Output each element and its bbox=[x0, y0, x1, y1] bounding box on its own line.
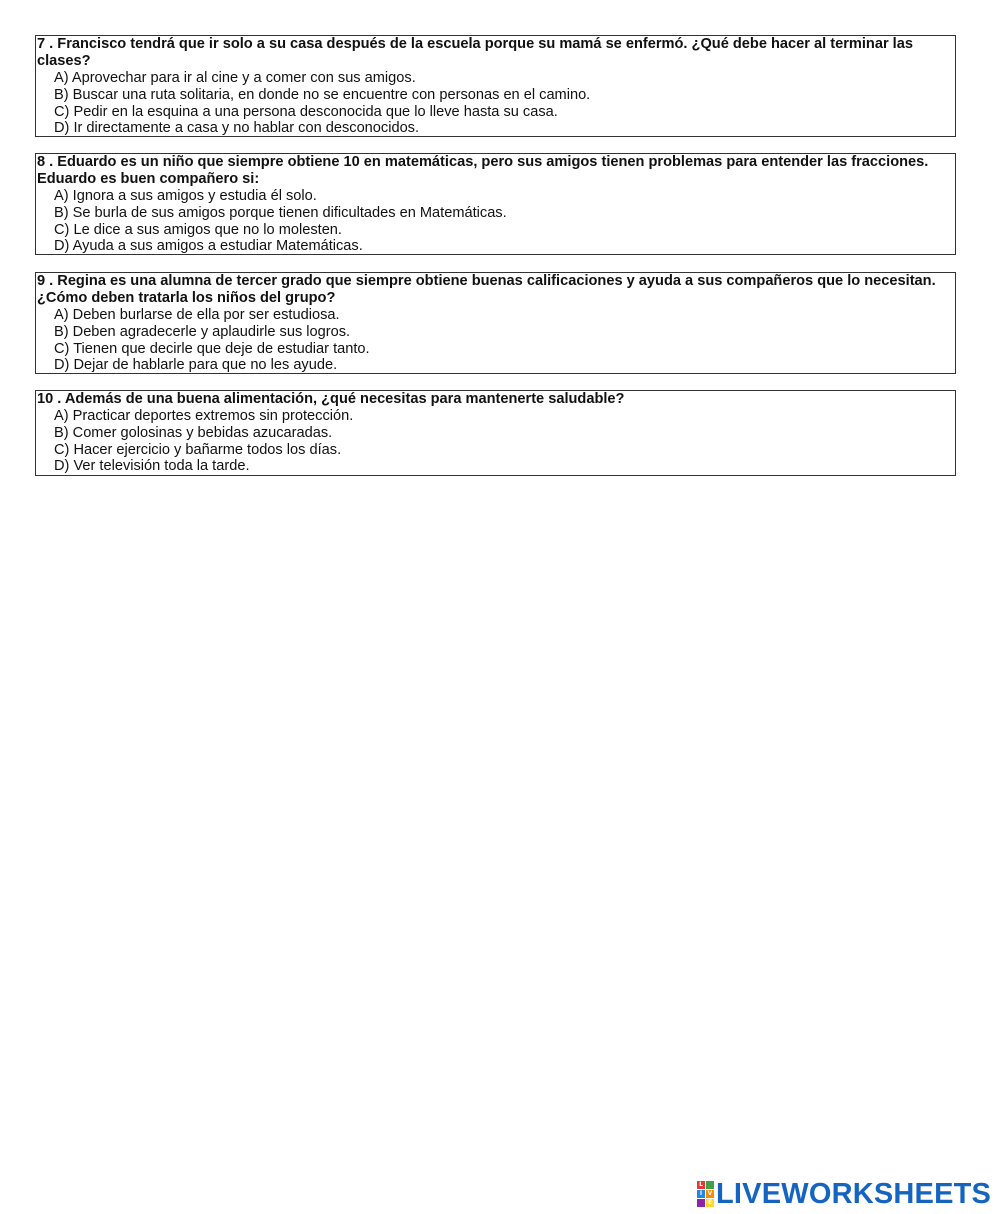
logo-tile-6: E bbox=[707, 1199, 713, 1206]
question-8 bbox=[35, 153, 956, 255]
question-7-option-c[interactable]: C) Pedir en la esquina a una persona desconocida que lo lleve hasta su casa. bbox=[54, 103, 558, 120]
logo-tile-1: L bbox=[697, 1181, 705, 1189]
question-10-option-b[interactable]: B) Comer golosinas y bebidas azucaradas. bbox=[54, 424, 333, 441]
question-8-option-c[interactable]: C) Le dice a sus amigos que no lo molesten. bbox=[54, 221, 342, 238]
question-9-option-d[interactable]: D) Dejar de hablarle para que no les ayude. bbox=[54, 357, 338, 374]
logo-tile-5 bbox=[697, 1199, 705, 1207]
question-9-option-c[interactable]: C) Tienen que decirle que deje de estudiar tanto. bbox=[54, 340, 370, 357]
question-8-option-d[interactable]: D) Ayuda a sus amigos a estudiar Matemáticas. bbox=[54, 238, 363, 255]
question-10-option-c[interactable]: C) Hacer ejercicio y bañarme todos los días. bbox=[54, 441, 342, 458]
logo-text: LIVEWORKSHEETS bbox=[716, 1178, 992, 1210]
question-10 bbox=[35, 390, 956, 476]
question-9-text: 9 . Regina es una alumna de tercer grado que siempre obtiene buenas calificaciones y ayuda a sus compañeros que lo necesitan. ¿Cómo deben tratarla los niños del grupo? bbox=[37, 273, 936, 306]
question-8-option-a[interactable]: A) Ignora a sus amigos y estudia él solo. bbox=[54, 188, 317, 204]
liveworksheets-logo bbox=[697, 1178, 992, 1210]
question-7 bbox=[35, 35, 956, 137]
question-7-option-a[interactable]: A) Aprovechar para ir al cine y a comer con sus amigos. bbox=[54, 70, 416, 86]
logo-tile-2 bbox=[706, 1181, 714, 1189]
question-8-option-b[interactable]: B) Se burla de sus amigos porque tienen dificultades en Matemáticas. bbox=[54, 204, 507, 221]
question-10-option-d[interactable]: D) Ver televisión toda la tarde. bbox=[54, 458, 250, 475]
question-9-option-b[interactable]: B) Deben agradecerle y aplaudirle sus logros. bbox=[54, 323, 351, 340]
logo-mark-icon bbox=[697, 1181, 714, 1207]
logo-tile-3: I bbox=[697, 1190, 705, 1198]
question-7-option-d[interactable]: D) Ir directamente a casa y no hablar con desconocidos. bbox=[54, 120, 420, 137]
logo-tile-4: V bbox=[707, 1190, 713, 1197]
question-10-option-a[interactable]: A) Practicar deportes extremos sin protección. bbox=[54, 408, 354, 424]
question-8-text: 8 . Eduardo es un niño que siempre obtiene 10 en matemáticas, pero sus amigos tienen problemas para entender las fracciones. Eduardo es buen compañero si: bbox=[37, 154, 929, 187]
question-7-text: 7 . Francisco tendrá que ir solo a su casa después de la escuela porque su mamá se enfermó. ¿Qué debe hacer al terminar las clases? bbox=[37, 36, 913, 69]
question-9-option-a[interactable]: A) Deben burlarse de ella por ser estudiosa. bbox=[54, 307, 340, 323]
question-7-option-b[interactable]: B) Buscar una ruta solitaria, en donde no se encuentre con personas en el camino. bbox=[54, 86, 591, 103]
question-9 bbox=[35, 272, 956, 374]
question-10-text: 10 . Además de una buena alimentación, ¿qué necesitas para mantenerte saludable? bbox=[37, 391, 625, 407]
